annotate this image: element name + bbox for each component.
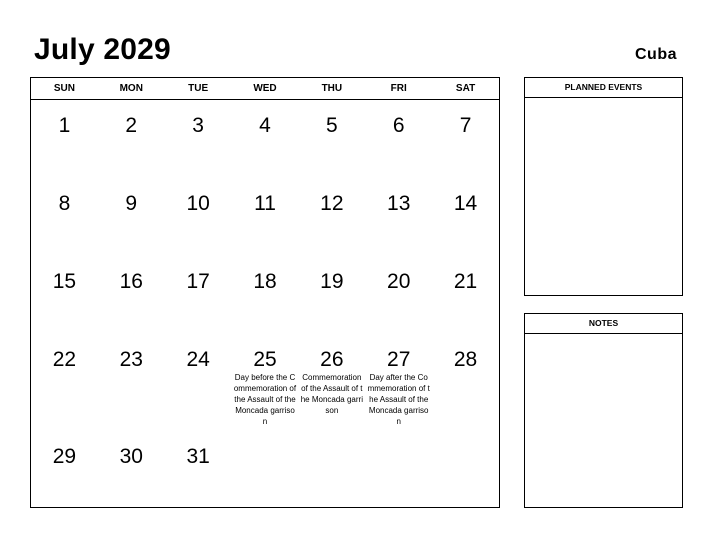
- day-cell: [298, 100, 365, 178]
- day-number: 24: [186, 348, 210, 371]
- day-number: 30: [119, 445, 143, 468]
- calendar-grid: [30, 77, 500, 508]
- day-number: 16: [119, 270, 143, 293]
- day-cell: [298, 256, 365, 334]
- holiday-label: Day after the Commemoration of the Assault of the Moncada garrison: [367, 373, 430, 426]
- day-cell: [98, 100, 165, 178]
- day-cell: [31, 256, 98, 334]
- weekday-wed: WED: [253, 83, 277, 94]
- planned-events-box: [524, 77, 683, 296]
- day-cell: [432, 178, 499, 256]
- day-cell: [98, 431, 165, 507]
- day-cell: [165, 178, 232, 256]
- day-number: 21: [453, 270, 478, 293]
- day-number: 1: [58, 114, 71, 137]
- planned-events-header: PLANNED EVENTS: [525, 78, 682, 98]
- country-label: Cuba: [635, 46, 677, 63]
- notes-header: NOTES: [525, 314, 682, 334]
- day-number: 18: [253, 270, 277, 293]
- day-number: 19: [320, 270, 344, 293]
- day-cell: [298, 178, 365, 256]
- day-number: 12: [320, 192, 344, 215]
- day-number: 29: [52, 445, 77, 468]
- weekday-thu: THU: [321, 83, 343, 94]
- day-cell: [298, 431, 365, 507]
- day-number: 4: [259, 114, 271, 137]
- weekday-mon: MON: [119, 83, 143, 94]
- day-cell: [98, 256, 165, 334]
- day-cell: [98, 334, 165, 431]
- day-cell: [365, 256, 432, 334]
- day-cell: [31, 100, 98, 178]
- day-number: 13: [387, 192, 411, 215]
- day-cell: [165, 256, 232, 334]
- day-number: 20: [387, 270, 411, 293]
- day-number: 28: [453, 348, 478, 371]
- day-number: 14: [453, 192, 478, 215]
- weekday-sun: SUN: [53, 83, 75, 94]
- day-cell: [165, 100, 232, 178]
- day-number: 22: [52, 348, 77, 371]
- day-cell: [165, 431, 232, 507]
- day-number: 26: [320, 348, 344, 371]
- day-cell: [432, 334, 499, 431]
- day-number: 7: [459, 114, 472, 137]
- day-cell: [31, 178, 98, 256]
- day-number: 6: [392, 114, 405, 137]
- day-number: 31: [186, 445, 210, 468]
- day-cell: [232, 334, 299, 431]
- day-number: 15: [52, 270, 77, 293]
- holiday-label: Commemoration of the Assault of the Moncada garrison: [300, 373, 363, 415]
- weekday-fri: FRI: [390, 83, 407, 94]
- day-number: 2: [125, 114, 138, 137]
- day-number: 17: [186, 270, 210, 293]
- page-title: July 2029: [34, 33, 171, 66]
- day-number: 27: [387, 348, 411, 371]
- day-cell: [365, 178, 432, 256]
- day-cell: [232, 178, 299, 256]
- day-cell: [432, 431, 499, 507]
- day-number: 10: [186, 192, 210, 215]
- weekday-header-row: [31, 78, 499, 100]
- day-cell: [31, 334, 98, 431]
- day-number: 11: [254, 192, 276, 215]
- day-cell: [365, 100, 432, 178]
- day-number: 5: [326, 114, 338, 137]
- day-cell: [365, 431, 432, 507]
- day-number: 8: [58, 192, 71, 215]
- weekday-tue: TUE: [188, 83, 209, 94]
- day-number: 23: [119, 348, 143, 371]
- day-cell: [165, 334, 232, 431]
- day-cell: [232, 100, 299, 178]
- calendar-body: [31, 100, 499, 507]
- day-number: 9: [125, 192, 138, 215]
- day-cell: [98, 178, 165, 256]
- day-cell: [365, 334, 432, 431]
- day-cell: [432, 100, 499, 178]
- day-cell: [232, 431, 299, 507]
- day-number: 3: [192, 114, 204, 137]
- day-cell: [432, 256, 499, 334]
- holiday-label: Day before the Commemoration of the Assault of the Moncada garrison: [233, 373, 297, 426]
- day-cell: [232, 256, 299, 334]
- notes-box: [524, 313, 683, 508]
- day-number: 25: [253, 348, 277, 371]
- weekday-sat: SAT: [455, 83, 476, 94]
- day-cell: [31, 431, 98, 507]
- day-cell: [298, 334, 365, 431]
